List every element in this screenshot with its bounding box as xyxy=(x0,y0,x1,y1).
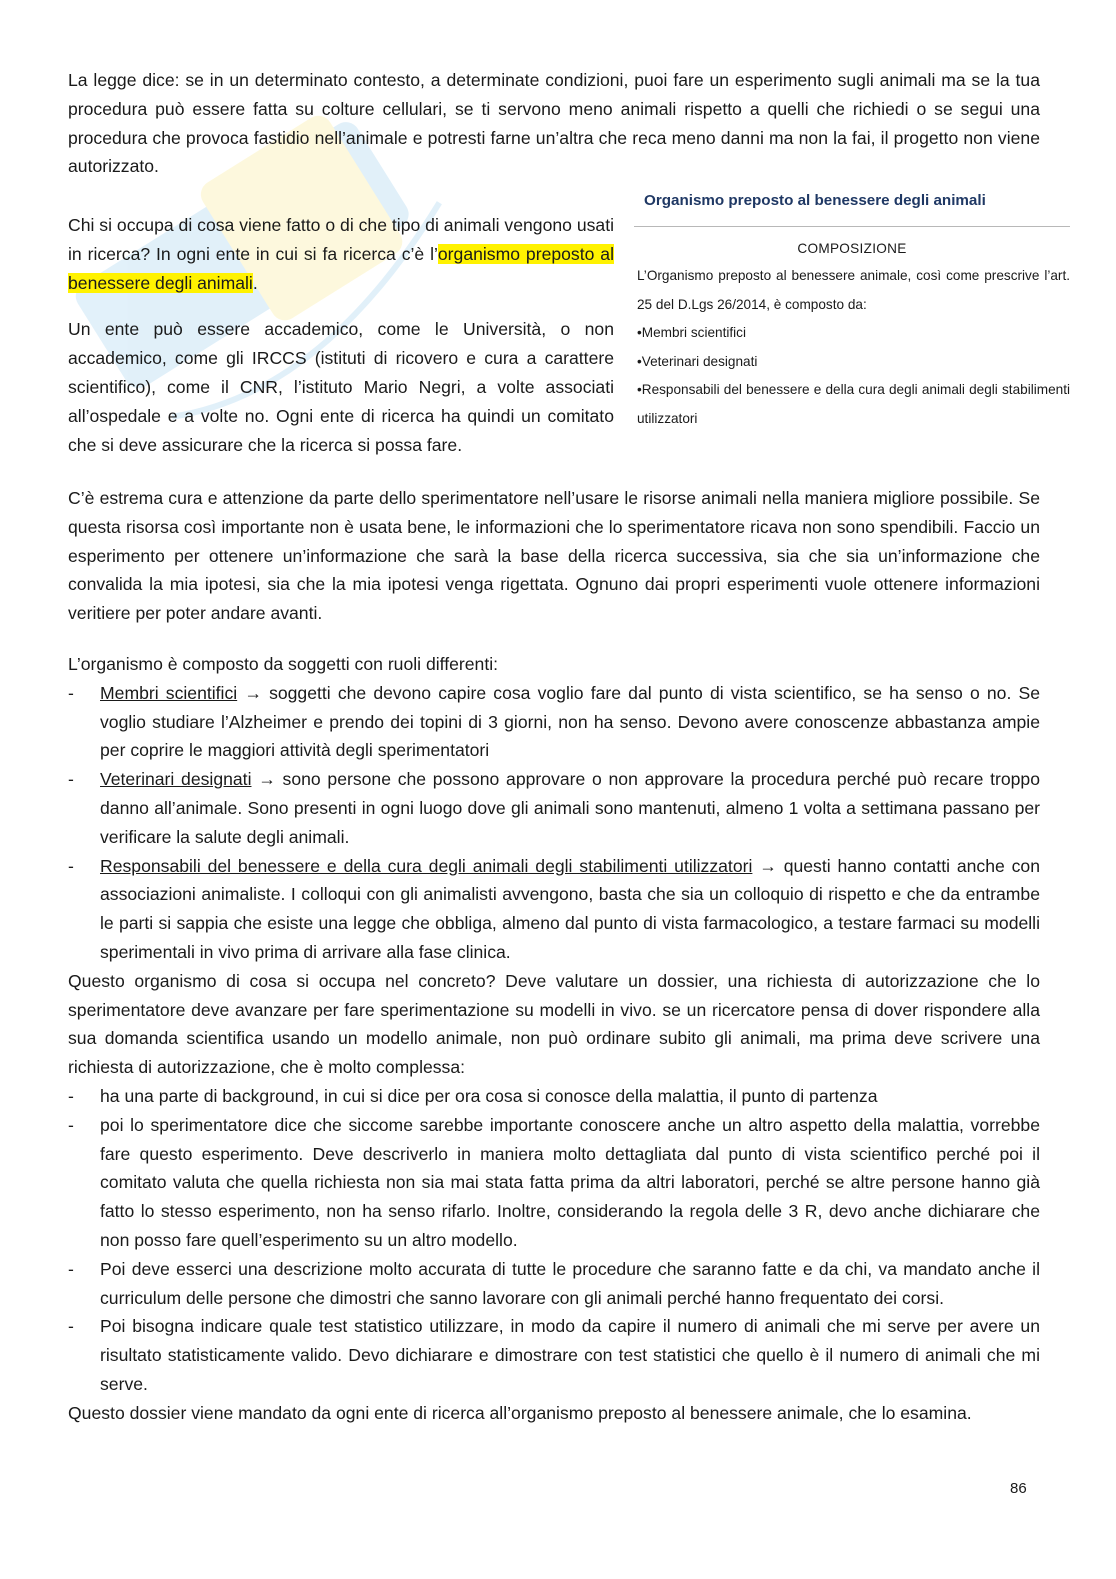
arrow-icon: → xyxy=(258,769,276,790)
organism-text: Chi si occupa di cosa viene fatto o di che tipo di animali vengono usati in ricerca? In ogni ente in cui si fa ricerca c’è l’ xyxy=(68,215,614,264)
step-item xyxy=(68,1082,1040,1111)
dash-bullet: - xyxy=(68,1085,74,1106)
care-paragraph: C’è estrema cura e attenzione da parte dello sperimentatore nell’usare le risorse animali nella maniera migliore possibile. Se questa risorsa così importante non è usata bene, le informazioni che lo sperimentatore ricava non sono spendibili. Faccio un esperimento per ottenere un’informazione che sarà la base della ricerca successiva, sia che sia un’informazione che convalida la mia ipotesi, sia che la mia ipotesi venga rigettata. Ognuno dai propri esperimenti vuole ottenere informazioni veritiere per poter andare avanti. xyxy=(68,488,1040,624)
role-term: Veterinari designati xyxy=(100,769,252,790)
step-text: Poi bisogna indicare quale test statistico utilizzare, in modo da capire il numero di animali che mi serve per avere un risultato statisticamente valido. Devo dichiarare e dimostrare con test statistici che quello è il numero di animali che mi serve. xyxy=(100,1316,1040,1394)
role-term: Responsabili del benessere e della cura degli animali degli stabilimenti utilizzatori xyxy=(100,855,753,876)
intro-paragraph: La legge dice: se in un determinato contesto, a determinate condizioni, puoi fare un esperimento sugli animali ma se la tua procedura può essere fatta su colture cellulari, se ti servono meno animali rispetto a quelli che richiedi o se segui una procedura che provoca fastidio nell’animale e potresti farne un’altra che reca meno danni ma non la fai, il progetto non viene autorizzato. xyxy=(68,70,1040,177)
box-item: •Veterinari designati xyxy=(637,353,758,369)
arrow-icon: → xyxy=(759,855,777,876)
composition-box xyxy=(634,186,1070,433)
step-text: Poi deve esserci una descrizione molto accurata di tutte le procedure che saranno fatte e da chi, va mandato anche il curriculum delle persone che dimostri che sanno lavorare con gli animali perché hanno frequentato dei corsi. xyxy=(100,1258,1040,1308)
dash-bullet: - xyxy=(68,1316,74,1337)
role-description: soggetti che devono capire cosa voglio fare dal punto di vista scientifico, se ha senso o no. Se voglio studiare l’Alzheimer e prendo dei topini di 3 giorni, non ha senso. Devono avere conoscenze abbastanza ampie per coprire le maggiori attività degli sperimentatori xyxy=(100,682,1040,761)
step-item xyxy=(68,1255,1040,1313)
step-item xyxy=(68,1312,1040,1398)
role-item xyxy=(68,765,1040,851)
dash-bullet: - xyxy=(68,769,74,790)
role-description: questi hanno contatti anche con associazioni animaliste. I colloqui con gli animalisti avvengono, basta che sia un colloquio di rispetto e che da entrambe le parti si sappia che esiste una legge che obbliga, almeno dal punto di vista farmacologico, a testare farmaci su modelli sperimentali in vivo prima di arrivare alla fase clinica. xyxy=(100,855,1041,962)
page-number: 86 xyxy=(1010,1480,1027,1497)
step-item xyxy=(68,1111,1040,1255)
closing-paragraph: Questo dossier viene mandato da ogni ente di ricerca all’organismo preposto al benessere animale, che lo esamina. xyxy=(68,1402,972,1423)
organism-paragraph xyxy=(68,211,614,297)
arrow-icon: → xyxy=(244,682,262,703)
dash-bullet: - xyxy=(68,1114,74,1135)
dash-bullet: - xyxy=(68,855,74,876)
ente-paragraph: Un ente può essere accademico, come le Università, o non accademico, come gli IRCCS (istituti di ricovero e cura a carattere scientifico), come il CNR, l’istituto Mario Negri, a volte associati all’ospedale e a volte no. Ogni ente di ricerca ha quindi un comitato che si deve assicurare che la ricerca si possa fare. xyxy=(68,319,614,455)
box-divider xyxy=(634,226,1070,227)
box-text: L’Organismo preposto al benessere animale, così come prescrive l’art. 25 del D.Lgs 26/2014, è composto da: xyxy=(637,268,1070,312)
role-item xyxy=(68,852,1040,967)
organism-highlight: organismo preposto al benessere degli animali xyxy=(68,243,614,293)
role-term: Membri scientifici xyxy=(100,682,238,703)
main-text xyxy=(68,484,1040,1428)
left-column xyxy=(68,211,614,459)
box-subtitle: COMPOSIZIONE xyxy=(797,241,907,256)
dash-bullet: - xyxy=(68,1258,74,1279)
box-item: •Membri scientifici xyxy=(637,325,746,340)
dossier-paragraph: Questo organismo di cosa si occupa nel concreto? Deve valutare un dossier, una richiesta di autorizzazione che lo sperimentatore deve avanzare per fare sperimentazione su modelli in vivo. se un ricercatore pensa di dover rispondere alla sua domanda scientifica usando un modello animale, non può ordinare subito gli animali, ma prima deve scrivere una richiesta di autorizzazione, che è molto complessa: xyxy=(68,970,1040,1078)
step-text: ha una parte di background, in cui si dice per ora cosa si conosce della malattia, il punto di partenza xyxy=(100,1085,878,1106)
organism-text-end: . xyxy=(252,272,258,293)
box-item: •Responsabili del benessere e della cura degli animali degli stabilimenti utilizzatori xyxy=(637,382,1070,426)
role-item xyxy=(68,679,1040,765)
step-text: poi lo sperimentatore dice che siccome sarebbe importante conoscere anche un altro aspetto della malattia, vorrebbe fare questo esperimento. Deve descriverlo in maniera molto dettagliata dal punto di vista scientifico perché poi il comitato valuta che quella richiesta non sia mai stata fatta prima da altri laboratori, perché se altre persone hanno già fatto lo stesso esperimento, non ha senso rifarlo. Inoltre, considerando la regola delle 3 R, devo anche dichiarare che non posso fare quell’esperimento su un altro modello. xyxy=(100,1114,1040,1250)
role-description: sono persone che possono approvare o non approvare la procedura perché può recare troppo danno all’animale. Sono presenti in ogni luogo dove gli animali sono mantenuti, almeno 1 volta a settimana passano per verificare la salute degli animali. xyxy=(100,769,1040,847)
box-title: Organismo preposto al benessere degli animali xyxy=(644,192,986,209)
dash-bullet: - xyxy=(68,682,74,703)
roles-intro: L’organismo è composto da soggetti con ruoli differenti: xyxy=(68,653,498,674)
